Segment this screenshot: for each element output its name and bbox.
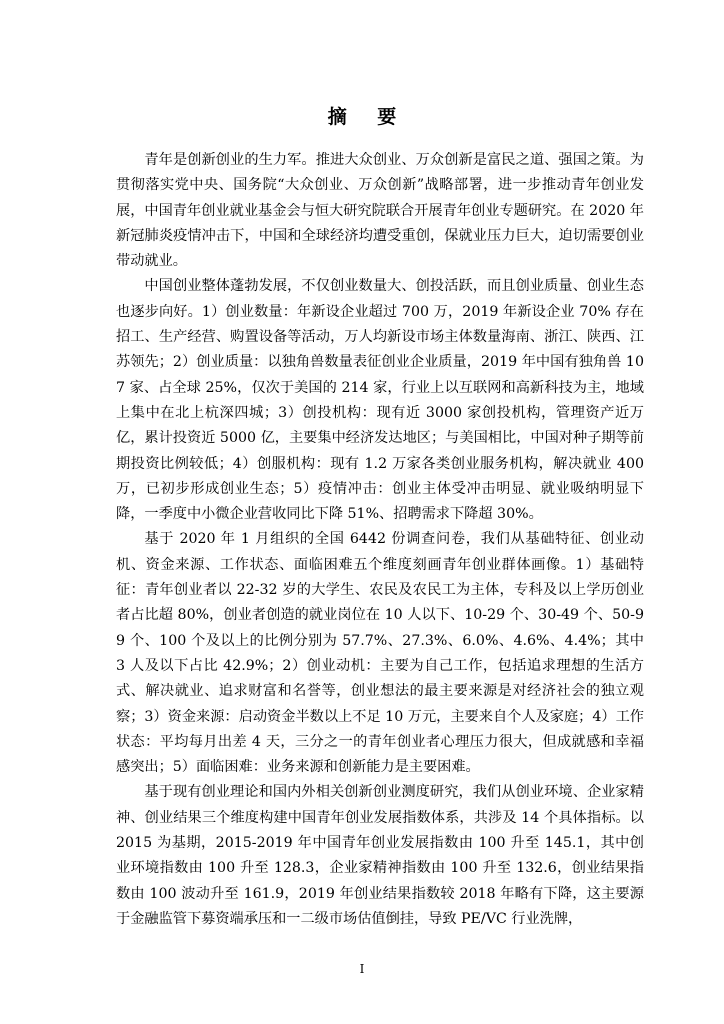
paragraph-index: 基于现有创业理论和国内外相关创新创业测度研究，我们从创业环境、企业家精神、创业结果三个维度构建中国青年创业发展指数体系，共涉及 14 个具体指标。以 2015 为基期，2015-2019 年中国青年创业发展指数由 100 升至 145.1，其中创业环境指数由 100 升至 128.3，企业家精神指数由 100 升至 132.6，创业结果指数由 100 波动升至 161.9，2019 年创业结果指数较 2018 年略有下降，这主要源于金融监管下募资端承压和一二级市场估值倒挂，导致 PE/VC 行业洗牌，: [116, 784, 644, 927]
document-title: 摘 要: [327, 106, 409, 128]
page-number: I: [359, 962, 365, 976]
paragraph-intro: 青年是创新创业的生力军。推进大众创业、万众创新是富民之道、强国之策。为贯彻落实党中央、国务院“大众创业、万众创新”战略部署，进一步推动青年创业发展，中国青年创业就业基金会与恒大研究院联合开展青年创业专题研究。在 2020 年新冠肺炎疫情冲击下，中国和全球经济均遭受重创，保就业压力巨大，迫切需要创业带动就业。: [116, 152, 644, 270]
paragraph-overview: 中国创业整体蓬勃发展，不仅创业数量大、创投活跃，而且创业质量、创业生态也逐步向好。1）创业数量：年新设企业超过 700 万，2019 年新设企业 70% 存在招工、生产经营、购置设备等活动，万人均新设市场主体数量海南、浙江、陕西、江苏领先；2）创业质量：以独角兽数量表征创业企业质量，2019 年中国有独角兽 107 家、占全球 25%，仅次于美国的 214 家，行业上以互联网和高新科技为主，地域上集中在北上杭深四城；3）创投机构：现有近 3000 家创投机构，管理资产近万亿，累计投资近 5000 亿，主要集中经济发达地区；与美国相比，中国对种子期等前期投资比例较低；4）创服机构：现有 1.2 万家各类创业服务机构，解决就业 400 万，已初步形成创业生态；5）疫情冲击：创业主体受冲击明显、就业吸纳明显下降，一季度中小微企业营收同比下降 51%、招聘需求下降超 30%。: [116, 278, 644, 523]
abstract-body: [116, 148, 644, 932]
paragraph-survey: 基于 2020 年 1 月组织的全国 6442 份调查问卷，我们从基础特征、创业动机、资金来源、工作状态、面临困难五个维度刻画青年创业群体画像。1）基础特征：青年创业者以 22-32 岁的大学生、农民及农民工为主体，专科及以上学历创业者占比超 80%，创业者创造的就业岗位在 10 人以下、10-29 个、30-49 个、50-99 个、100 个及以上的比例分别为 57.7%、27.3%、6.0%、4.6%、4.4%；其中 3 人及以下占比 42.9%；2）创业动机：主要为自己工作，包括追求理想的生活方式、解决就业、追求财富和名誉等，创业想法的最主要来源是对经济社会的独立观察；3）资金来源：启动资金半数以上不足 10 万元，主要来自个人及家庭；4）工作状态：平均每月出差 4 天，三分之一的青年创业者心理压力很大，但成就感和幸福感突出；5）面临困难：业务来源和创新能力是主要困难。: [116, 531, 644, 776]
